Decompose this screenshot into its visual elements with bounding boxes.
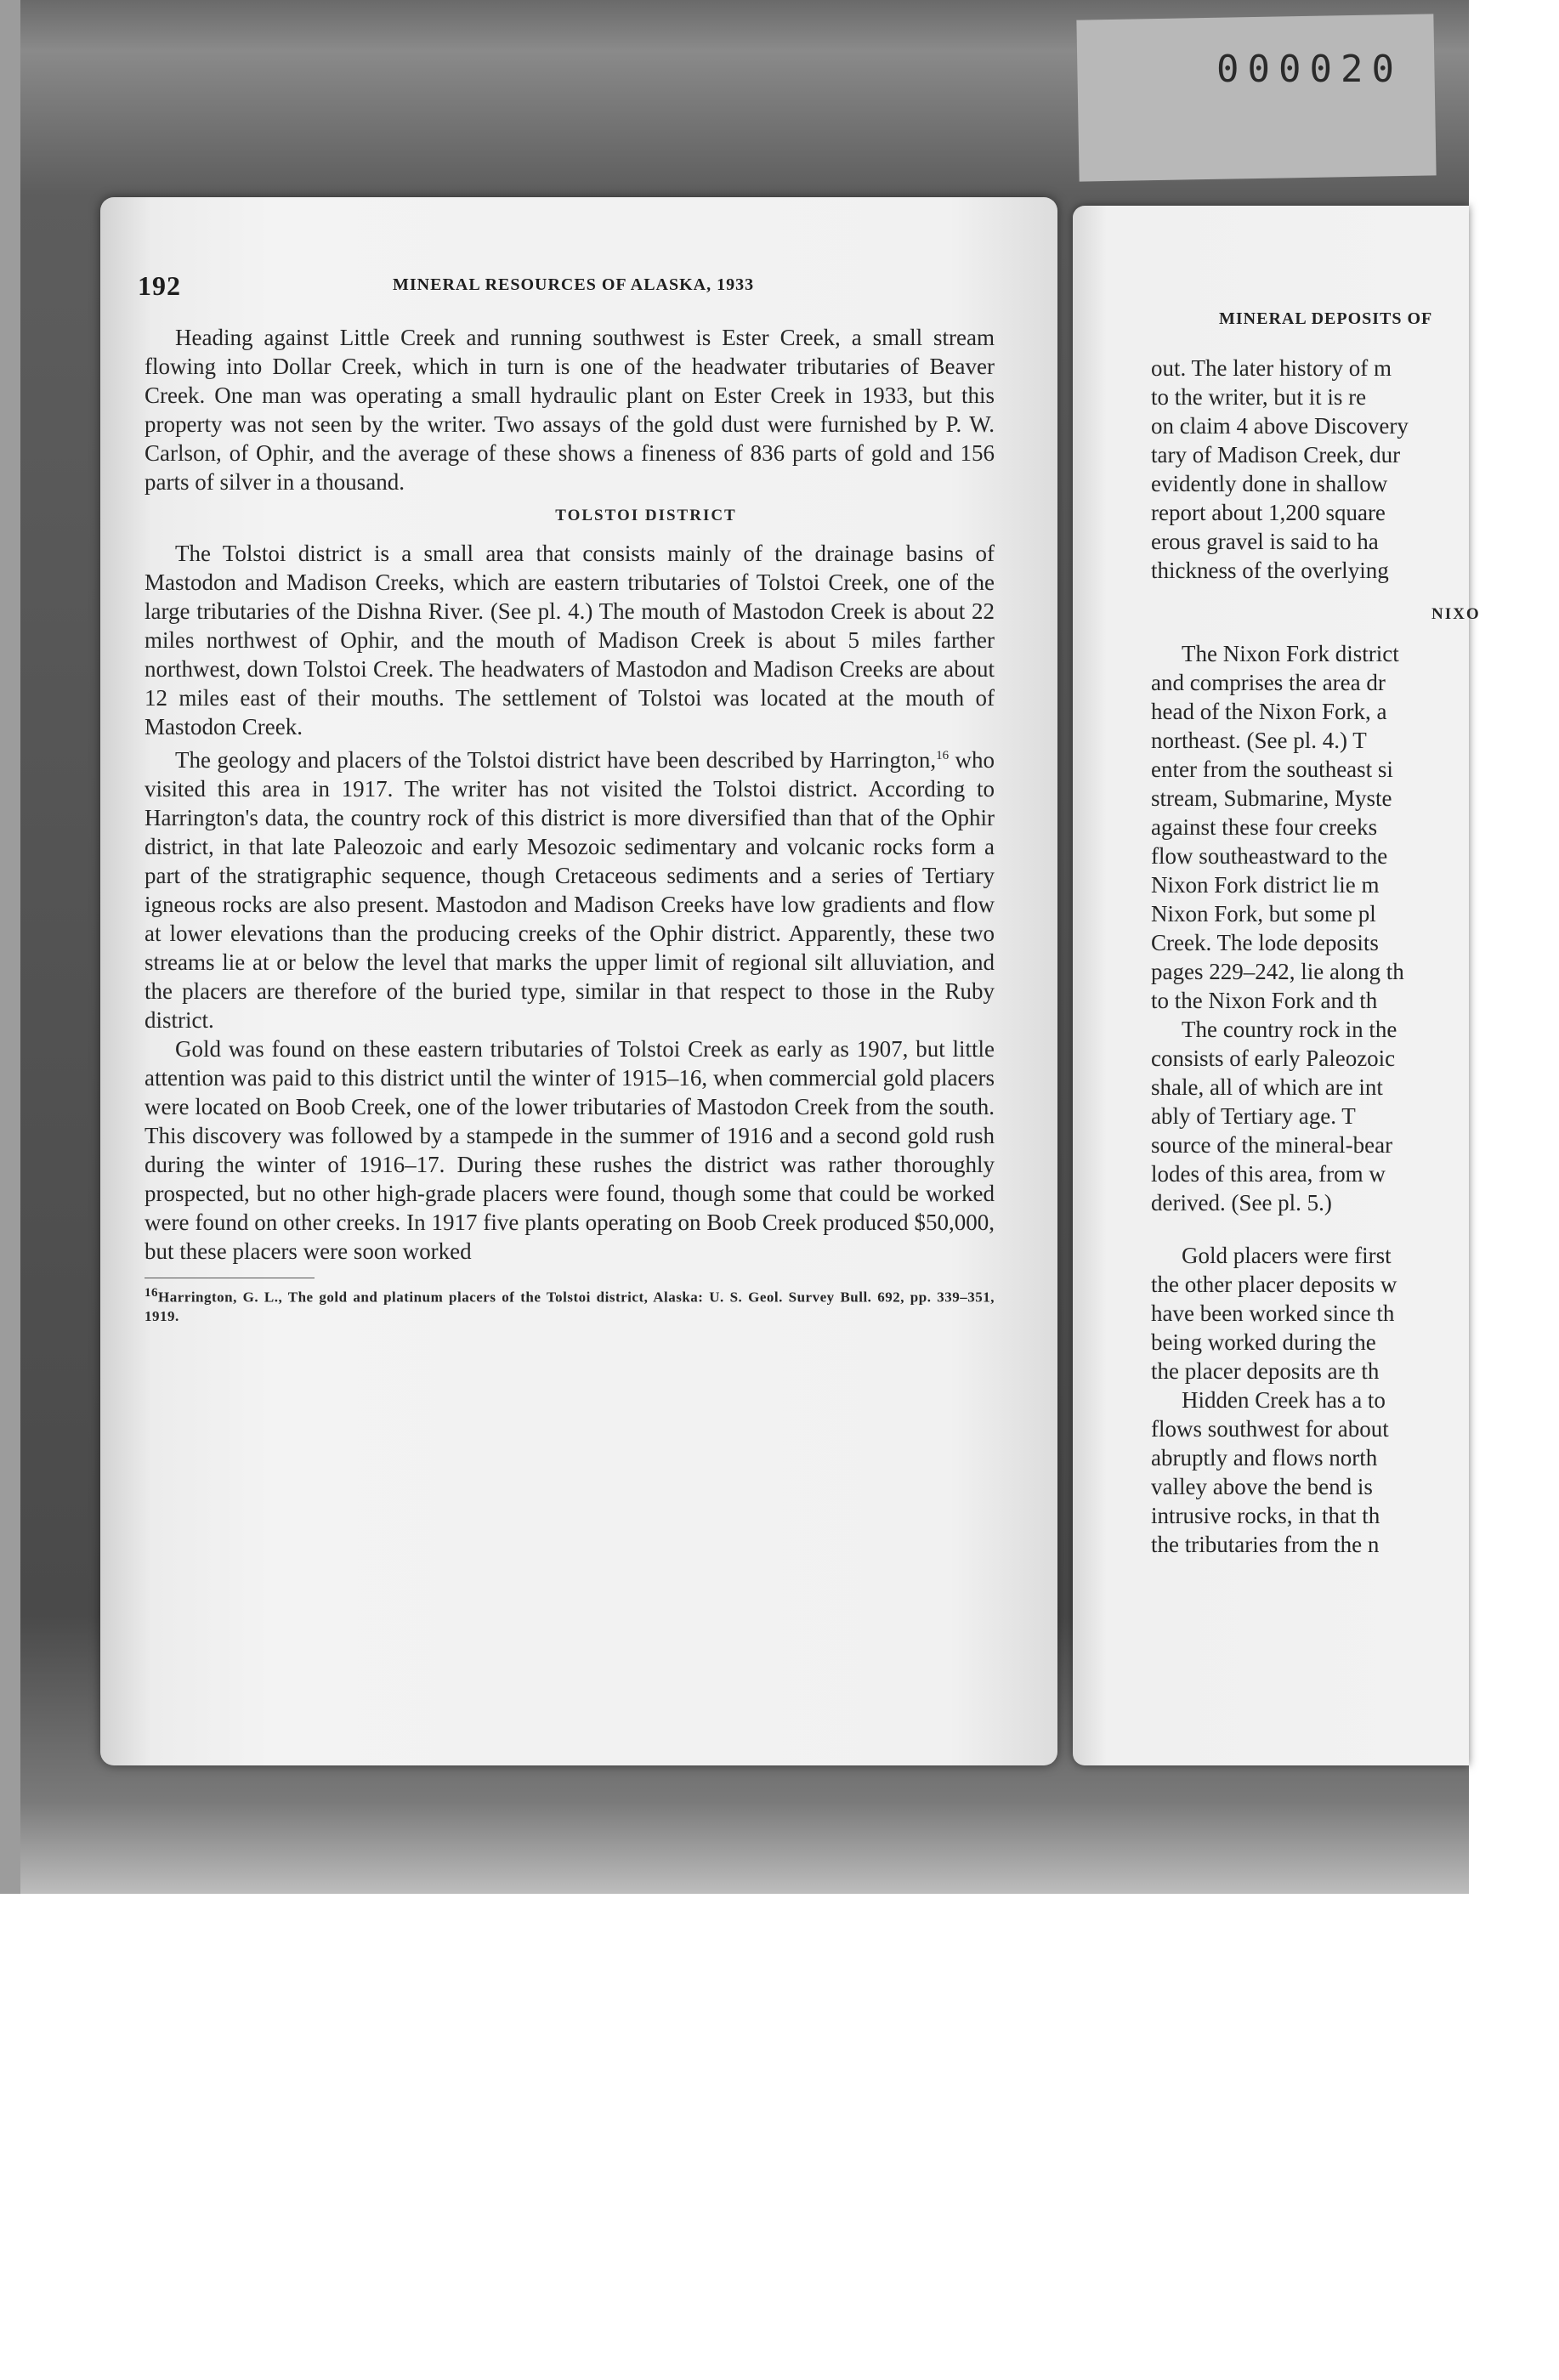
paragraph: The Tolstoi district is a small area that consists mainly of the drainage basins of Mastodon and Madison Creeks, which are eastern tributaries of Tolstoi Creek, one of the large tributaries of the Dishna River. (See pl. 4.) The mouth of Mastodon Creek is about 22 miles northwest of Ophir, and the mouth of Madison Creek is about 5 miles farther northwest, down Tolstoi Creek. The headwaters of Mastodon and Madison Creeks are about 12 miles east of their mouths. The settlement of Tolstoi was located at the mouth of Mastodon Creek. — [145, 541, 995, 740]
paragraph — [145, 741, 995, 1034]
right-page-line: Creek. The lode deposits — [1151, 930, 1379, 955]
right-page-line: the tributaries from the n — [1151, 1532, 1380, 1557]
right-page-line: The country rock in the — [1182, 1017, 1397, 1042]
left-page-header — [138, 270, 979, 304]
right-page-line: pages 229–242, lie along th — [1151, 959, 1404, 984]
right-page-line: the placer deposits are th — [1151, 1358, 1380, 1384]
right-page-line: head of the Nixon Fork, a — [1151, 699, 1387, 724]
stamp-label-area — [1076, 14, 1436, 181]
footnote — [145, 1284, 995, 1326]
right-page-line: consists of early Paleozoic — [1151, 1046, 1396, 1071]
paragraph-text: The geology and placers of the Tolstoi district have been described by Harrington, — [175, 747, 937, 773]
right-page-line: out. The later history of m — [1151, 355, 1392, 381]
right-page-line: intrusive rocks, in that th — [1151, 1503, 1380, 1528]
right-page-line: Nixon Fork district lie m — [1151, 872, 1380, 898]
right-page-line: to the writer, but it is re — [1151, 384, 1367, 410]
paragraph-text: who visited this area in 1917. The writer has not visited the Tolstoi district. According to Harrington's data, the country rock of this district is more diversified than that of the Ophir district, in that late Paleozoic and early Mesozoic sedimentary and volcanic rocks form a part of the stratigraphic sequence, though Cretaceous sediments and a series of Tertiary igneous rocks are also present. Mastodon and Madison Creeks have low gradients and flow at lower elevations than the producing creeks of the Ophir district. Apparently, these two streams lie at or below the level that marks the upper limit of regional silt alluviation, and the placers are therefore of the buried type, similar in that respect to those in the Ruby district. — [145, 747, 995, 1033]
page-number: 192 — [138, 270, 181, 301]
right-page-body — [1151, 354, 1559, 1559]
document-stamp-number: 000020 — [1216, 48, 1403, 91]
spacer — [1151, 585, 1559, 600]
right-page-line: The Nixon Fork district — [1182, 641, 1399, 666]
spacer — [1151, 629, 1559, 639]
footnote-number: 16 — [145, 1286, 158, 1300]
right-page-line: and comprises the area dr — [1151, 670, 1386, 695]
right-page-line: shale, all of which are int — [1151, 1074, 1383, 1100]
paragraph: Gold was found on these eastern tributaries of Tolstoi Creek as early as 1907, but little attention was paid to this district until the winter of 1915–16, when commercial gold placers were located on Boob Creek, one of the lower tributaries of Mastodon Creek from the south. This discovery was followed by a stampede in the summer of 1916 and a second gold rush during the winter of 1916–17. During these rushes the district was rather thoroughly prospected, but no other high-grade placers were found, though some that could be worked were found on other creeks. In 1917 five plants operating on Boob Creek produced $50,000, but these placers were soon worked — [145, 1036, 995, 1264]
right-page-line: report about 1,200 square — [1151, 500, 1386, 525]
right-page-line: stream, Submarine, Myste — [1151, 785, 1392, 811]
right-page-line: to the Nixon Fork and th — [1151, 988, 1378, 1013]
right-page-line: the other placer deposits w — [1151, 1272, 1397, 1297]
section-heading: TOLSTOI DISTRICT — [555, 507, 737, 524]
footnote-text: Harrington, G. L., The gold and platinum placers of the Tolstoi district, Alaska: U. S. Geol. Survey Bull. 692, pp. 339–351, 1919. — [145, 1289, 995, 1324]
right-page-line: abruptly and flows north — [1151, 1445, 1378, 1470]
right-page-line: against these four creeks — [1151, 814, 1378, 840]
right-page-line: being worked during the — [1151, 1329, 1376, 1355]
right-page-line: tary of Madison Creek, dur — [1151, 442, 1401, 468]
right-page-line: northeast. (See pl. 4.) T — [1151, 728, 1367, 753]
right-page — [1073, 206, 1481, 1765]
right-page-line: evidently done in shallow — [1151, 471, 1388, 496]
right-page-line: source of the mineral-bear — [1151, 1132, 1393, 1158]
paragraph: Heading against Little Creek and running southwest is Ester Creek, a small stream flowing into Dollar Creek, which in turn is one of the headwater tributaries of Beaver Creek. One man was operating a small hydraulic plant on Ester Creek in 1933, but this property was not seen by the writer. Two assays of the gold dust were furnished by P. W. Carlson, of Ophir, and the average of these shows a fineness of 836 parts of gold and 156 parts of silver in a thousand. — [145, 325, 995, 495]
right-page-line: enter from the southeast si — [1151, 756, 1393, 782]
right-page-line: flow southeastward to the — [1151, 843, 1388, 869]
right-page-line: valley above the bend is — [1151, 1474, 1373, 1499]
right-page-line: flows southwest for about — [1151, 1416, 1389, 1442]
right-page-line: Nixon Fork, but some pl — [1151, 901, 1376, 926]
right-section-heading: NIXO — [1431, 605, 1481, 623]
right-page-line: have been worked since th — [1151, 1300, 1395, 1326]
footnote-reference: 16 — [936, 749, 950, 762]
right-page-line: erous gravel is said to ha — [1151, 529, 1379, 554]
right-page-line: ably of Tertiary age. T — [1151, 1103, 1356, 1129]
right-page-line: lodes of this area, from w — [1151, 1161, 1386, 1187]
right-page-running-head: MINERAL DEPOSITS OF — [1219, 309, 1433, 328]
right-page-line: Gold placers were first — [1182, 1243, 1392, 1268]
right-page-line: derived. (See pl. 5.) — [1151, 1190, 1332, 1216]
left-page-body — [145, 323, 995, 1326]
right-page-line: thickness of the overlying — [1151, 558, 1389, 583]
spacer — [1151, 1217, 1559, 1241]
right-page-line: on claim 4 above Discovery — [1151, 413, 1409, 439]
running-head: MINERAL RESOURCES OF ALASKA, 1933 — [393, 275, 755, 294]
right-page-line: Hidden Creek has a to — [1182, 1387, 1386, 1413]
